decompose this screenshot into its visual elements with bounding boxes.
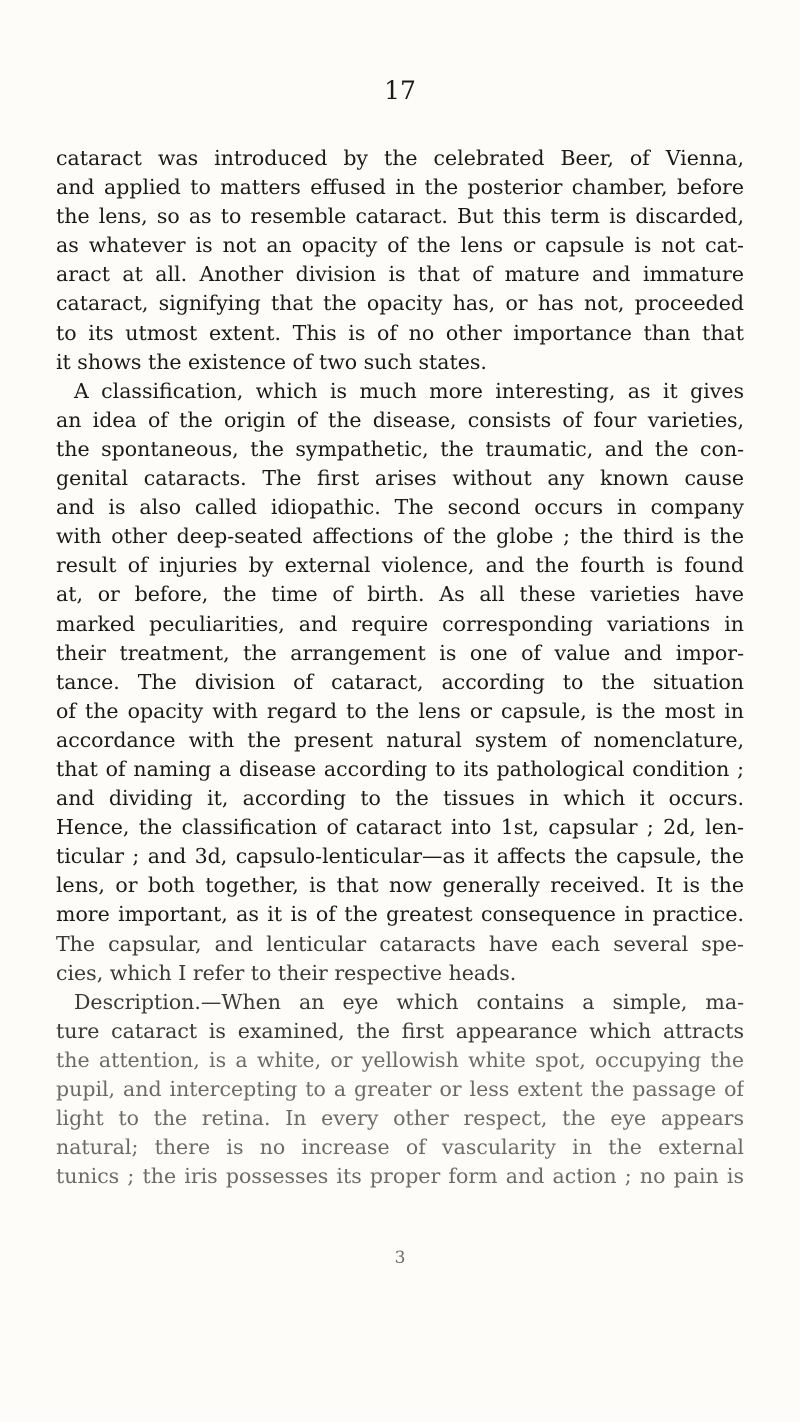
text-line: it shows the existence of two such states. bbox=[56, 349, 487, 374]
text-line: at, or before, the time of birth. As all these varieties have bbox=[56, 582, 744, 607]
text-line: tunics ; the iris possesses its proper form and action ; no pain is bbox=[56, 1164, 744, 1189]
text-line: natural; there is no increase of vascularity in the external bbox=[56, 1135, 744, 1160]
text-line: genital cataracts. The first arises without any known cause bbox=[56, 466, 744, 491]
text-line: marked peculiarities, and require corresponding variations in bbox=[56, 611, 744, 636]
text-line: cataract, signifying that the opacity has, or has not, proceeded bbox=[56, 291, 744, 316]
text-line: lens, or both together, is that now generally received. It is the bbox=[56, 873, 744, 898]
text-line: their treatment, the arrangement is one of value and impor- bbox=[56, 640, 744, 665]
page-number: 17 bbox=[384, 76, 416, 105]
text-line: the attention, is a white, or yellowish white spot, occupying the bbox=[56, 1047, 744, 1072]
text-line: light to the retina. In every other respect, the eye appears bbox=[56, 1106, 744, 1131]
text-line: more important, as it is of the greatest consequence in practice. bbox=[56, 902, 744, 927]
text-line: ture cataract is examined, the first appearance which attracts bbox=[56, 1018, 744, 1043]
text-line: and applied to matters effused in the posterior chamber, before bbox=[56, 175, 744, 200]
text-line: with other deep-seated affections of the globe ; the third is the bbox=[56, 524, 744, 549]
text-line: that of naming a disease according to its pathological condition ; bbox=[56, 756, 744, 781]
text-line: of the opacity with regard to the lens or capsule, is the most in bbox=[56, 698, 744, 723]
text-line: The capsular, and lenticular cataracts have each several spe- bbox=[56, 931, 744, 956]
text-line: Hence, the classification of cataract into 1st, capsular ; 2d, len- bbox=[56, 815, 744, 840]
text-line: and is also called idiopathic. The second occurs in company bbox=[56, 495, 744, 520]
text-line: the spontaneous, the sympathetic, the traumatic, and the con- bbox=[56, 436, 744, 461]
text-line: cataract was introduced by the celebrated Beer, of Vienna, bbox=[56, 146, 744, 170]
text-line: to its utmost extent. This is of no other importance than that bbox=[56, 320, 744, 345]
body-text bbox=[56, 144, 744, 1191]
text-line: tance. The division of cataract, according to the situation bbox=[56, 669, 744, 694]
text-line: accordance with the present natural system of nomenclature, bbox=[56, 727, 744, 752]
text-line: and dividing it, according to the tissues in which it occurs. bbox=[56, 786, 744, 811]
text-line: ticular ; and 3d, capsulo-lenticular—as it affects the capsule, the bbox=[56, 844, 744, 869]
text-line: cies, which I refer to their respective heads. bbox=[56, 960, 517, 985]
text-line: an idea of the origin of the disease, consists of four varieties, bbox=[56, 407, 744, 432]
text-line: the lens, so as to resemble cataract. But this term is discarded, bbox=[56, 204, 744, 229]
text-line: Description.—When an eye which contains a simple, ma- bbox=[74, 989, 744, 1014]
text-line: as whatever is not an opacity of the lens or capsule is not cat- bbox=[56, 233, 744, 258]
text-line: A classification, which is much more interesting, as it gives bbox=[74, 378, 744, 403]
text-line: pupil, and intercepting to a greater or less extent the passage of bbox=[56, 1077, 744, 1101]
text-line: result of injuries by external violence, and the fourth is found bbox=[56, 553, 744, 578]
signature-mark: 3 bbox=[394, 1248, 406, 1268]
text-line: aract at all. Another division is that of mature and immature bbox=[56, 262, 744, 287]
